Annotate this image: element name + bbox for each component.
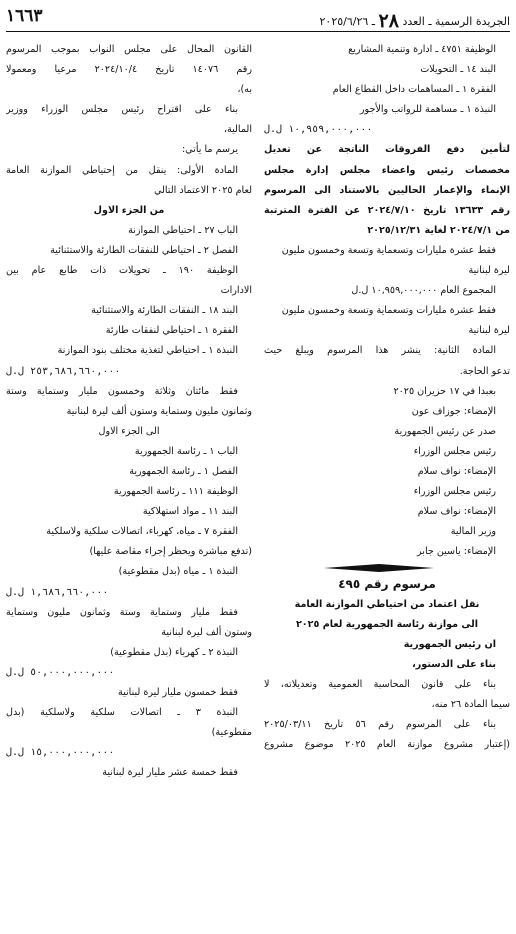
- text-line: الفقرة ١ ـ احتياطي لنفقات طارئة: [105, 325, 238, 337]
- text-line: المجموع العام ١٠,٩٥٩,٠٠٠,٠٠٠ ل.ل: [351, 285, 496, 297]
- amount-line: ١٥,٠٠٠,٠٠٠,٠٠٠ ل.ل: [6, 747, 115, 759]
- text-line: الوظيفة ١٩٠ ـ تحويلات ذات طابع عام بين: [6, 265, 238, 277]
- header-journal-info: [320, 10, 510, 32]
- text-line: رئيس مجلس الوزراء: [413, 486, 496, 498]
- text-line: الإمضاء: نواف سلام: [417, 465, 496, 477]
- text-line: لعام ٢٠٢٥ الاعتماد التالي: [153, 184, 252, 196]
- text-line: القانون المحال على مجلس النواب بموجب المرسوم: [6, 44, 252, 55]
- text-line: فقط عشرة مليارات وتسعماية وتسعة وخمسون مليون: [281, 244, 496, 256]
- text-line: (تدفع مباشرة ويحظر إجراء مقاصة عليها): [89, 546, 252, 558]
- text-line: النبذة ٣ ـ اتصالات سلكية ولاسلكية (بدل: [6, 707, 238, 719]
- text-line: الى الجزء الاول: [98, 425, 160, 437]
- text-line: فقط خمسة عشر مليار ليرة لبنانية: [102, 767, 238, 779]
- text-line: النبذة ٢ ـ كهرباء (بدل مقطوعية): [110, 646, 238, 658]
- text-line: بناء على اقتراح رئيس مجلس الوزراء ووزير: [6, 104, 238, 116]
- text-line: من الجزء الاول: [93, 204, 165, 216]
- text-line: وزير المالية: [450, 526, 496, 538]
- text-line: النبذة ١ ـ مساهمة للرواتب والأجور: [359, 104, 496, 116]
- text-line: وستون ألف ليرة لبنانية: [161, 626, 252, 638]
- section-divider: [264, 562, 510, 574]
- journal-name: الجريدة الرسمية ـ العدد: [402, 15, 510, 28]
- text-line: الفصل ٢ ـ احتياطي للنفقات الطارئة والاستثنائية: [50, 244, 238, 256]
- text-line: وثمانون مليون وستماية وستون ألف ليرة لبنانية: [66, 405, 252, 417]
- amount-line: ٢٥٣,٦٨٦,٦٦٠,٠٠٠ ل.ل: [6, 365, 121, 377]
- text-line: فقط خمسون مليار ليرة لبنانية: [117, 687, 238, 698]
- text-line: من ٢٠٢٤/٧/١ لغاية ٢٠٢٥/١٢/٣١: [367, 224, 510, 236]
- text-line: مرسوم رقم ٤٩٥: [338, 577, 436, 592]
- text-line: النبذة ١ ـ مياه (بدل مقطوعية): [118, 566, 238, 578]
- text-line: البند ١٤ ـ التحويلات: [420, 64, 496, 76]
- text-line: صدر عن رئيس الجمهورية: [394, 425, 496, 437]
- text-line: فقط مائتان وثلاثة وخمسون مليار وستماية وستة: [6, 385, 238, 397]
- text-line: رقم ١٣٦٣٣ تاريخ ٢٠٢٤/٧/١٠ عن الفترة المترتبة: [264, 204, 510, 216]
- issue-number: ٢٨: [378, 10, 399, 32]
- text-line: الادارات: [220, 285, 252, 297]
- text-line: المادة الثانية: ينشر هذا المرسوم ويبلغ حيث: [264, 345, 496, 357]
- text-line: رقم ١٤٠٧٦ تاريخ ٢٠٢٤/١٠/٤ مرعيا ومعمولا: [6, 64, 252, 76]
- text-line: الى موازنة رئاسة الجمهورية لعام ٢٠٢٥: [295, 618, 479, 630]
- text-line: ليرة لبنانية: [468, 265, 510, 277]
- text-line: فقط مليار وستماية وستة وثمانون مليون وستماية: [6, 606, 238, 618]
- text-line: المادة الأولى: ينقل من إحتياطي الموازنة العامة: [6, 164, 238, 176]
- text-line: الإمضاء: جوزاف عون: [411, 405, 496, 417]
- amount-line: ١٠,٩٥٩,٠٠٠,٠٠٠ ل.ل: [264, 124, 373, 136]
- issue-date: ـ ٢٠٢٥/٦/٢٦: [319, 15, 376, 28]
- text-line: بناء على قانون المحاسبة العمومية وتعديلاته، لا: [264, 678, 496, 690]
- text-line: لتأمين دفع الفروقات الناتجة عن تعديل: [264, 144, 510, 156]
- text-line: الإنماء والإعمار الحاليين بالاستناد الى المرسوم: [264, 184, 510, 196]
- text-line: الفقرة ٧ ـ مياه، كهرباء، اتصالات سلكية ولاسلكية: [46, 526, 238, 538]
- amount-line: ١,٦٨٦,٦٦٠,٠٠٠ ل.ل: [6, 586, 109, 598]
- text-line: بناء على المرسوم رقم ٥٦ تاريخ ٢٠٢٥/٠٣/١١: [264, 719, 496, 731]
- text-line: الباب ٢٧ ـ احتياطي الموازنة: [128, 224, 238, 236]
- text-line: مقطوعية): [211, 727, 252, 739]
- page-header: [6, 6, 510, 32]
- text-line: مخصصات رئيس واعضاء مجلس إدارة مجلس: [264, 164, 510, 176]
- text-line: به)،: [237, 84, 252, 96]
- text-line: المالية،: [223, 124, 252, 136]
- text-line: (إعتبار مشروع موازنة العام ٢٠٢٥ موضوع مشروع: [264, 739, 510, 751]
- text-line: فقط عشرة مليارات وتسعماية وتسعة وخمسون مليون: [281, 305, 496, 317]
- page-number: ١٦٦٣: [6, 6, 43, 26]
- text-line: بناء على الدستور،: [412, 658, 496, 670]
- text-line: البند ١٨ ـ النفقات الطارئة والاستثنائية: [91, 305, 238, 317]
- amount-line: ٥٠,٠٠٠,٠٠٠,٠٠٠ ل.ل: [6, 666, 115, 678]
- text-line: بعبدا في ١٧ حزيران ٢٠٢٥: [393, 385, 496, 397]
- text-line: الإمضاء: نواف سلام: [417, 506, 496, 518]
- right-column: [264, 40, 510, 755]
- text-line: النبذة ١ ـ احتياطي لتغذية مختلف بنود الموازنة: [57, 345, 238, 357]
- text-line: الوظيفة ٤٧٥١ ـ ادارة وتنمية المشاريع: [348, 44, 496, 55]
- text-line: الفصل ١ ـ رئاسة الجمهورية: [129, 465, 238, 477]
- text-line: الإمضاء: ياسين جابر: [416, 546, 496, 558]
- text-line: الباب ١ ـ رئاسة الجمهورية: [134, 445, 238, 457]
- text-line: يرسم ما يأتي:: [181, 144, 238, 156]
- text-line: سيما المادة ٢٦ منه،: [431, 699, 510, 710]
- text-line: الوظيفة ١١١ ـ رئاسة الجمهورية: [113, 486, 238, 498]
- text-line: البند ١١ ـ مواد استهلاكية: [142, 506, 238, 518]
- text-line: الفقرة ١ ـ المساهمات داخل القطاع العام: [332, 84, 496, 96]
- text-line: رئيس مجلس الوزراء: [413, 445, 496, 457]
- text-line: نقل اعتماد من احتياطي الموازنة العامة: [294, 598, 480, 610]
- text-line: تدعو الحاجة.: [459, 365, 510, 377]
- text-line: ليرة لبنانية: [468, 325, 510, 337]
- left-column: [6, 40, 252, 783]
- text-line: ان رئيس الجمهورية: [403, 638, 496, 650]
